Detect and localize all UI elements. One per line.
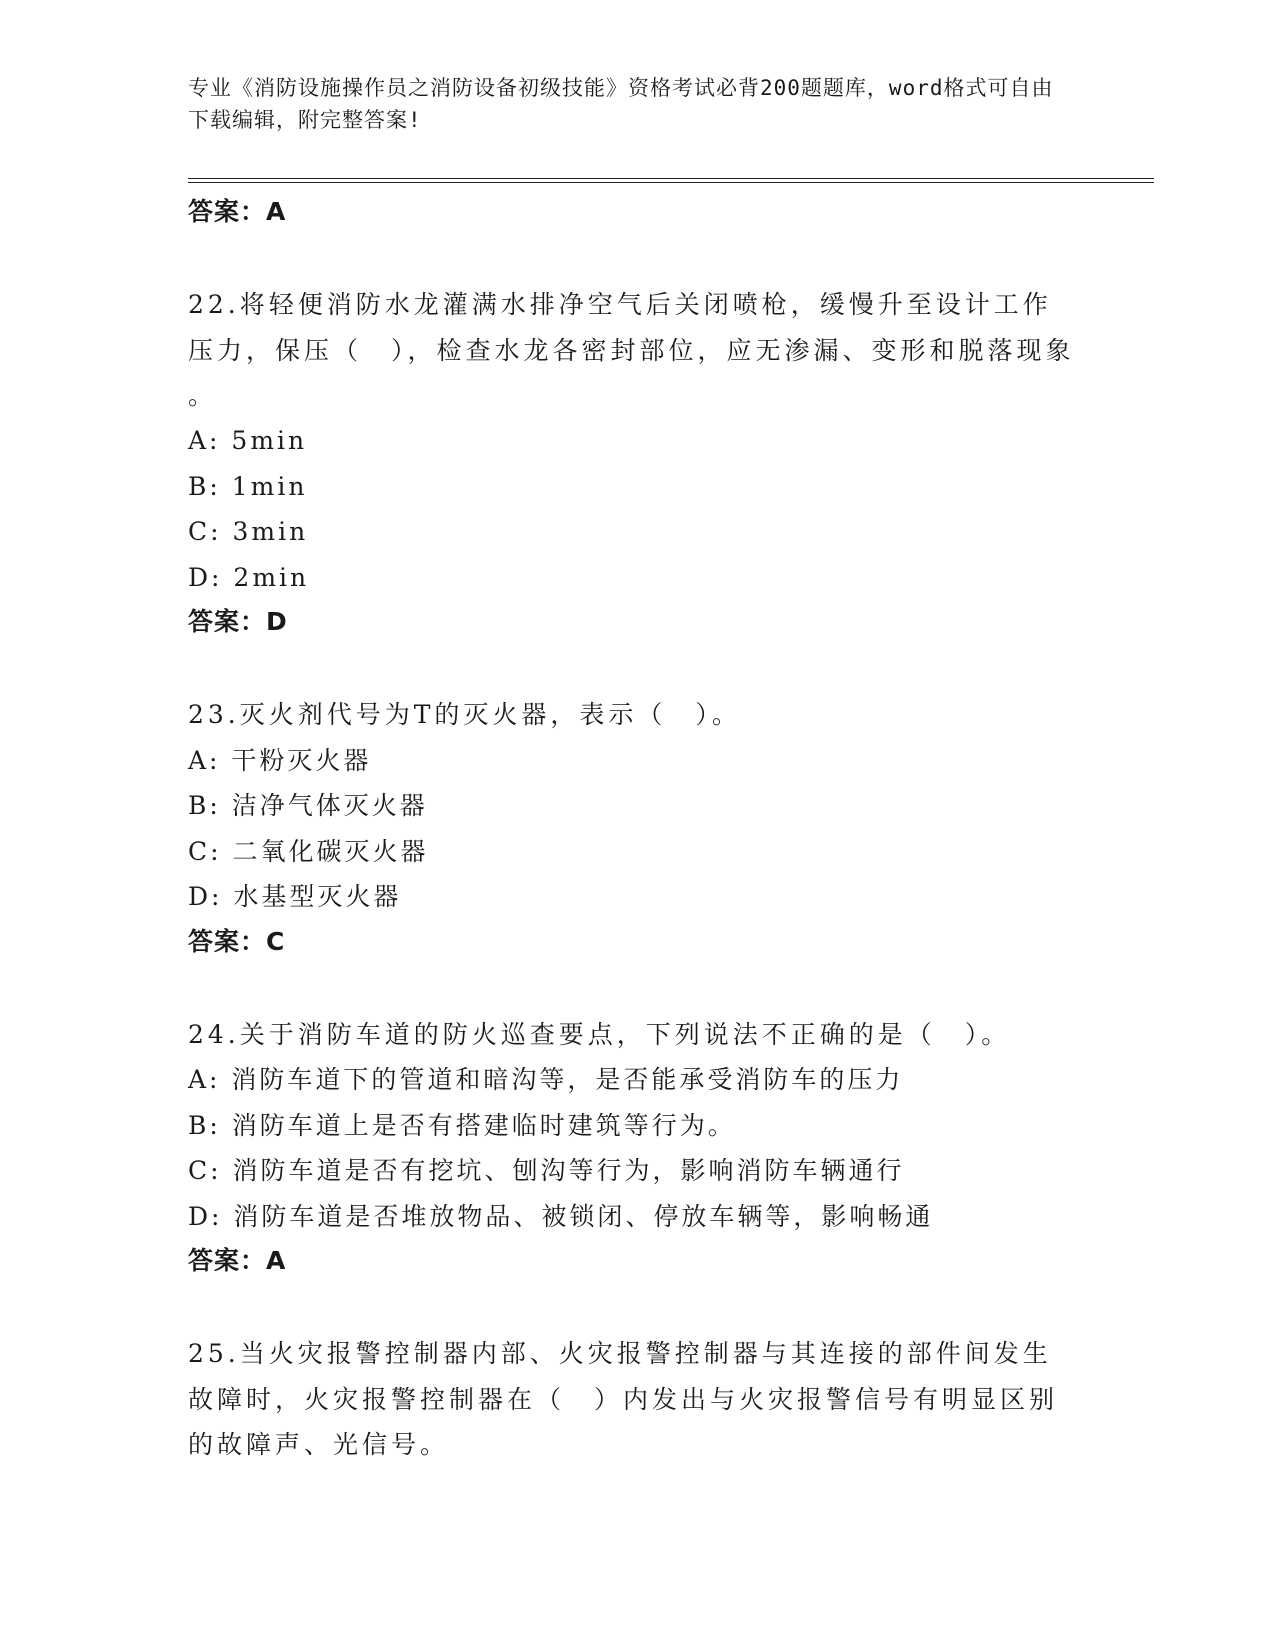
option-b: B: 消防车道上是否有搭建临时建筑等行为。 [188,1110,736,1140]
option-b: B: 洁净气体灭火器 [188,791,428,820]
question-text: 23.灭火剂代号为T的灭火器，表示（ ）。 [188,700,741,729]
option-d: D: 水基型灭火器 [188,882,402,911]
question-text-tail: 。 [188,381,214,410]
question-list [188,190,1088,1468]
option-a: A: 5min [188,426,308,455]
option-c: C: 3min [188,517,309,546]
answer-line: 答案：A [188,1246,287,1275]
page-header: 专业《消防设施操作员之消防设备初级技能》资格考试必背200题题库，word格式可自由下载编辑，附完整答案! [188,76,1054,132]
answer-line: 答案：C [188,926,286,956]
question-text: 22.将轻便消防水龙灌满水排净空气后关闭喷枪，缓慢升至设计工作压力，保压（ ），检查水龙各密封部位，应无渗漏、变形和脱落现象 [188,290,1075,365]
option-c: C: 消防车道是否有挖坑、刨沟等行为，影响消防车辆通行 [188,1156,905,1185]
answer-line: 答案：A [188,197,287,226]
option-a: A: 干粉灭火器 [188,745,372,775]
option-c: C: 二氧化碳灭火器 [188,836,429,866]
option-d: D: 消防车道是否堆放物品、被锁闭、停放车辆等，影响畅通 [188,1201,934,1231]
question-text: 24.关于消防车道的防火巡查要点，下列说法不正确的是（ ）。 [188,1019,1011,1049]
option-a: A: 消防车道下的管道和暗沟等，是否能承受消防车的压力 [188,1065,904,1094]
question-block [188,282,1088,644]
header-divider [188,178,1154,183]
answer-line: 答案：D [188,607,288,636]
question-block [188,1012,1088,1284]
question-text: 25.当火灾报警控制器内部、火灾报警控制器与其连接的部件间发生故障时，火灾报警控制器在（ ）内发出与火灾报警信号有明显区别的故障声、光信号。 [188,1339,1059,1459]
option-d: D: 2min [188,562,310,592]
question-block [188,1331,1088,1468]
option-b: B: 1min [188,471,308,501]
question-block [188,692,1088,964]
